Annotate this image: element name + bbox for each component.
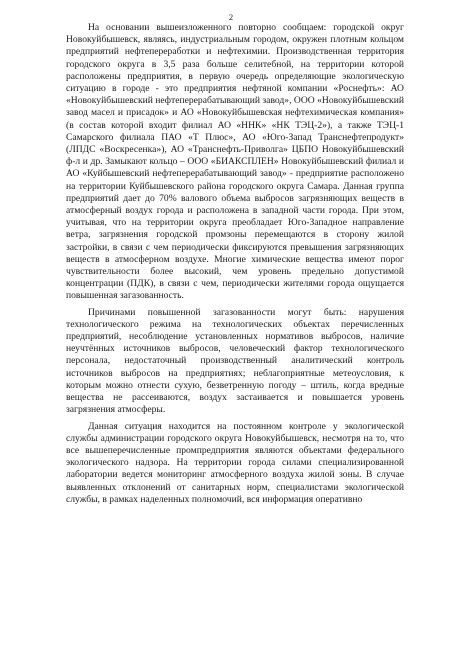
paragraph-causes: Причинами повышенной загазованности могут быть: нарушения технологического режима на технологических объектах перечисленных предприятий, несоблюдение установленных нормативов выбросов, наличие неучтённых источников выбросов, человеческий фактор технологического персонала, недостаточный производственный аналитический контроль источников выбросов на предприятиях; неблагоприятные метеоусловия, к которым можно отнести сухую, безветренную погоду – штиль, когда вредные вещества не рассеиваются, воздух застаивается и повышается уровень загрязнения атмосферы. — [66, 306, 404, 416]
paragraph-enterprises: На основании вышеизложенного повторно сообщаем: городской округ Новокуйбышевск, являясь, индустриальным городом, окружен плотным кольцом предприятий нефтепереработки и нефтехимии. Производственная территория городского округа в 3,5 раза больше селитебной, на территории которой расположены предприятия, в первую очередь определяющие экологическую ситуацию в городе - это предприятия нефтяной компании «Роснефть»: АО «Новокуйбышевский нефтеперерабатывающий завод», ООО «Новокуйбышевский завод масел и присадок» и АО «Новокуйбышевская нефтехимическая компания» (в состав которой входит филиал АО «ННК» «НК ТЭЦ-2»), а также ТЭЦ-1 Самарского филиала ПАО «Т Плюс», АО «Юго-Запад Транснефтепродукт» (ЛПДС «Воскресенка»), АО «Транснефть-Приволга» ЦБПО Новокуйбышевский ф-л и др. Замыкают кольцо – ООО «БИАКСПЛЕН» Новокуйбышевский филиал и АО «Куйбышевский нефтеперерабатывающий завод» - предприятие расположено на территории Куйбышевского района городского округа Самара. Данная группа предприятий дает до 70% валового объема выбросов загрязняющих веществ в атмосферный воздух города и расположена в западной части города. При этом, учитывая, что на территории округа преобладает Юго-Западное направление ветра, загрязнения городской промзоны перемещаются в сторону жилой застройки, в связи с чем периодически фиксируются превышения загрязняющих веществ в атмосферном воздухе. Многие химические вещества имеют порог чувствительности более высокий, чем уровень предельно допустимой концентрации (ПДК), в связи с чем, периодически жителями города ощущается повышенная загазованность. — [66, 22, 404, 302]
paragraph-monitoring: Данная ситуация находится на постоянном контроле у экологической службы администрации городского округа Новокуйбышевск, несмотря на то, что все вышеперечисленные промпредприятия являются объектами федерального экологического надзора. На территории города силами специализированной лаборатории ведется мониторинг атмосферного воздуха жилой зоны. В случае выявленных отклонений от санитарных норм, специалистами экологической службы, в рамках наделенных полномочий, вся информация оперативно — [66, 420, 404, 505]
page-number: 2 — [228, 12, 234, 22]
